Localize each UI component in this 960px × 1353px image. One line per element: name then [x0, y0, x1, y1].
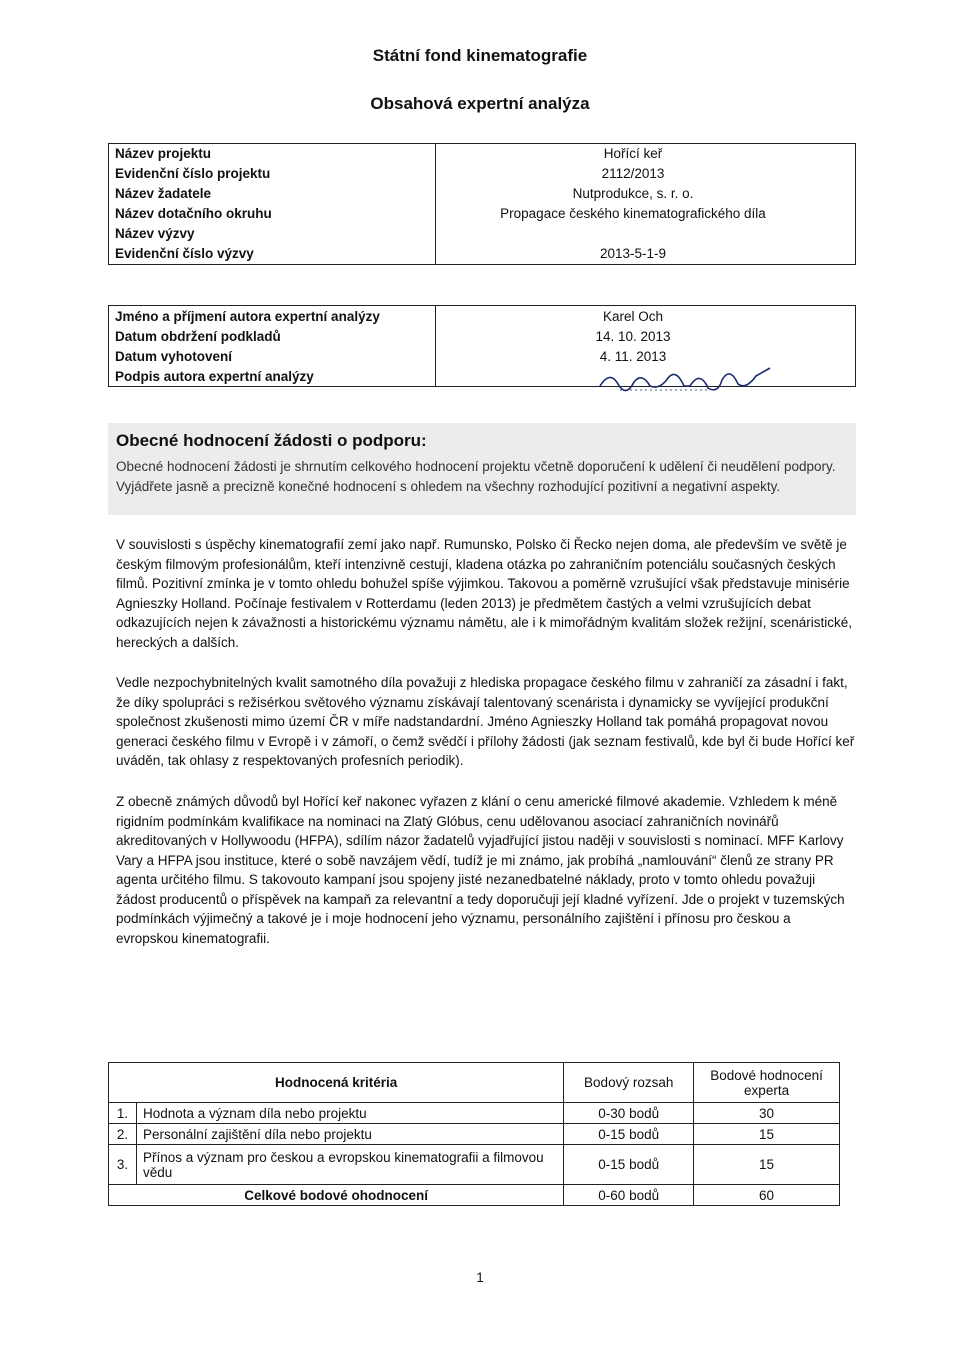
info-row [109, 146, 855, 166]
criteria-total-row [109, 1185, 840, 1206]
info-value: Propagace českého kinematografického díla [500, 206, 766, 221]
criteria-name: Přínos a význam pro českou a evropskou kinematografii a filmovou vědu [136, 1145, 563, 1185]
criteria-name: Hodnota a význam díla nebo projektu [136, 1103, 563, 1124]
criteria-range: 0-30 bodů [564, 1103, 694, 1124]
author-value: 4. 11. 2013 [599, 349, 667, 364]
author-row [109, 309, 855, 329]
table-row [109, 1124, 840, 1145]
info-row [109, 206, 855, 226]
page-number: 1 [476, 1270, 484, 1285]
criteria-header-row [109, 1063, 840, 1103]
evaluation-paragraph-2: Vedle nezpochybnitelných kvalit samotného díla považuji z hlediska propagace českého filmu v zahraničí za zásadní i fakt, že díky spolupráci s režisérkou světového významu získávají talentovaný scenárista i dynamicky se vyvíjející produkční společnost zkušenosti mimo území ČR v míře nadstandardní. Jméno Agnieszky Holland tak pomáhá propagovat novou generaci českého filmu v Evropě i v zámoří, o čemž svědčí i přílohy žádosti (jak seznam festivalů, kde byl či bude Hořící keř uváděn, tak ohlasy z respektovaných profesních periodik). [116, 675, 855, 768]
info-row [109, 166, 855, 186]
general-evaluation-box [108, 423, 856, 515]
info-label: Název projektu [115, 146, 212, 161]
author-label: Jméno a příjmení autora expertní analýzy [115, 309, 380, 324]
criteria-score: 30 [694, 1103, 840, 1124]
info-value: 2013-5-1-9 [599, 246, 667, 261]
info-value: 2112/2013 [601, 166, 665, 181]
criteria-header-name: Hodnocená kritéria [109, 1063, 564, 1103]
criteria-name: Personální zajištění díla nebo projektu [136, 1124, 563, 1145]
evaluation-paragraph-1: V souvislosti s úspěchy kinematografií zemí jako např. Rumunsko, Polsko či Řecko nejen doma, ale především ve světě je českým filmovým profesionálům, kteří intenzivně cestují, kladena otázka po zahraničním potenciálu současných českých filmů. Pozitivní zmínka je v tomto ohledu bohužel spíše výjimkou. Takovou a poměrně vzrušující však představuje minisérie Agnieszky Holland. Počínaje festivalem v Rotterdamu (leden 2013) je předmětem častých a velmi vzrušujících debat odkazujících nejen k závažnosti a historickému významu námětu, ale i k mimořádným kvalitám složek režijní, scenáristické, hereckých a dalších. [116, 537, 853, 650]
general-evaluation-heading: Obecné hodnocení žádosti o podporu: [116, 431, 427, 450]
criteria-num: 3. [109, 1145, 137, 1185]
criteria-header-score: Bodové hodnocení experta [694, 1063, 840, 1103]
author-row [109, 329, 855, 349]
doc-title: Obsahová expertní analýza [370, 94, 590, 113]
criteria-header-range: Bodový rozsah [564, 1063, 694, 1103]
info-label: Název žadatele [115, 186, 212, 201]
info-label: Název výzvy [115, 226, 195, 241]
info-label: Název dotačního okruhu [115, 206, 272, 221]
criteria-total-score: 60 [694, 1185, 840, 1206]
info-row [109, 186, 855, 206]
criteria-num: 1. [109, 1103, 137, 1124]
author-label: Datum obdržení podkladů [115, 329, 281, 344]
project-info-box [108, 143, 856, 265]
criteria-score: 15 [694, 1124, 840, 1145]
table-row [109, 1103, 840, 1124]
author-value: 14. 10. 2013 [595, 329, 671, 344]
author-label: Datum vyhotovení [115, 349, 233, 364]
info-value: Nutprodukce, s. r. o. [572, 186, 694, 201]
criteria-total-range: 0-60 bodů [564, 1185, 694, 1206]
criteria-range: 0-15 bodů [564, 1145, 694, 1185]
table-row [109, 1145, 840, 1185]
author-label: Podpis autora expertní analýzy [115, 369, 314, 384]
handwritten-signature [590, 360, 790, 400]
info-row [109, 246, 855, 266]
info-row [109, 226, 855, 246]
info-value: Hořící keř [603, 146, 663, 161]
criteria-num: 2. [109, 1124, 137, 1145]
criteria-total-label: Celkové bodové ohodnocení [109, 1185, 564, 1206]
general-evaluation-instructions: Obecné hodnocení žádosti je shrnutím celkového hodnocení projektu včetně doporučení k udělení či neudělení podpory. Vyjádřete jasně a precizně konečné hodnocení s ohledem na všechny rozhodující pozitivní a negativní aspekty. [116, 459, 836, 494]
author-value: Karel Och [602, 309, 664, 324]
info-label: Evidenční číslo projektu [115, 166, 271, 181]
info-label: Evidenční číslo výzvy [115, 246, 254, 261]
criteria-score: 15 [694, 1145, 840, 1185]
criteria-table [108, 1062, 840, 1206]
evaluation-paragraph-3: Z obecně známých důvodů byl Hořící keř nakonec vyřazen z klání o cenu americké filmové akademie. Vzhledem k méně rigidním podmínkám kvalifikace na nominaci na Zlatý Glóbus, cenu udělovanou asociací zahraničních novinářů akreditovaných v Hollywoodu (HFPA), sdílím názor žadatelů vyjadřující jistou naději v souvislosti s nominací. MFF Karlovy Vary a HFPA jsou instituce, které o sobě navzájem vědí, tudíž je mi známo, jak probíhá „namlouvání“ členů ze strany PR agenta určitého filmu. S takovouto kampaní jsou spojeny jisté nezanedbatelné náklady, proto v tomto ohledu považuji žádost producentů o příspěvek na kampaň za relevantní a tedy doporučuji její kladné vyřízení. Jde o projekt v tuzemských podmínkách výjimečný a takové je i moje hodnocení jeho významu, personálního zajištění i přínosu pro českou a evropskou kinematografii. [116, 794, 845, 946]
criteria-range: 0-15 bodů [564, 1124, 694, 1145]
org-title: Státní fond kinematografie [372, 46, 588, 65]
